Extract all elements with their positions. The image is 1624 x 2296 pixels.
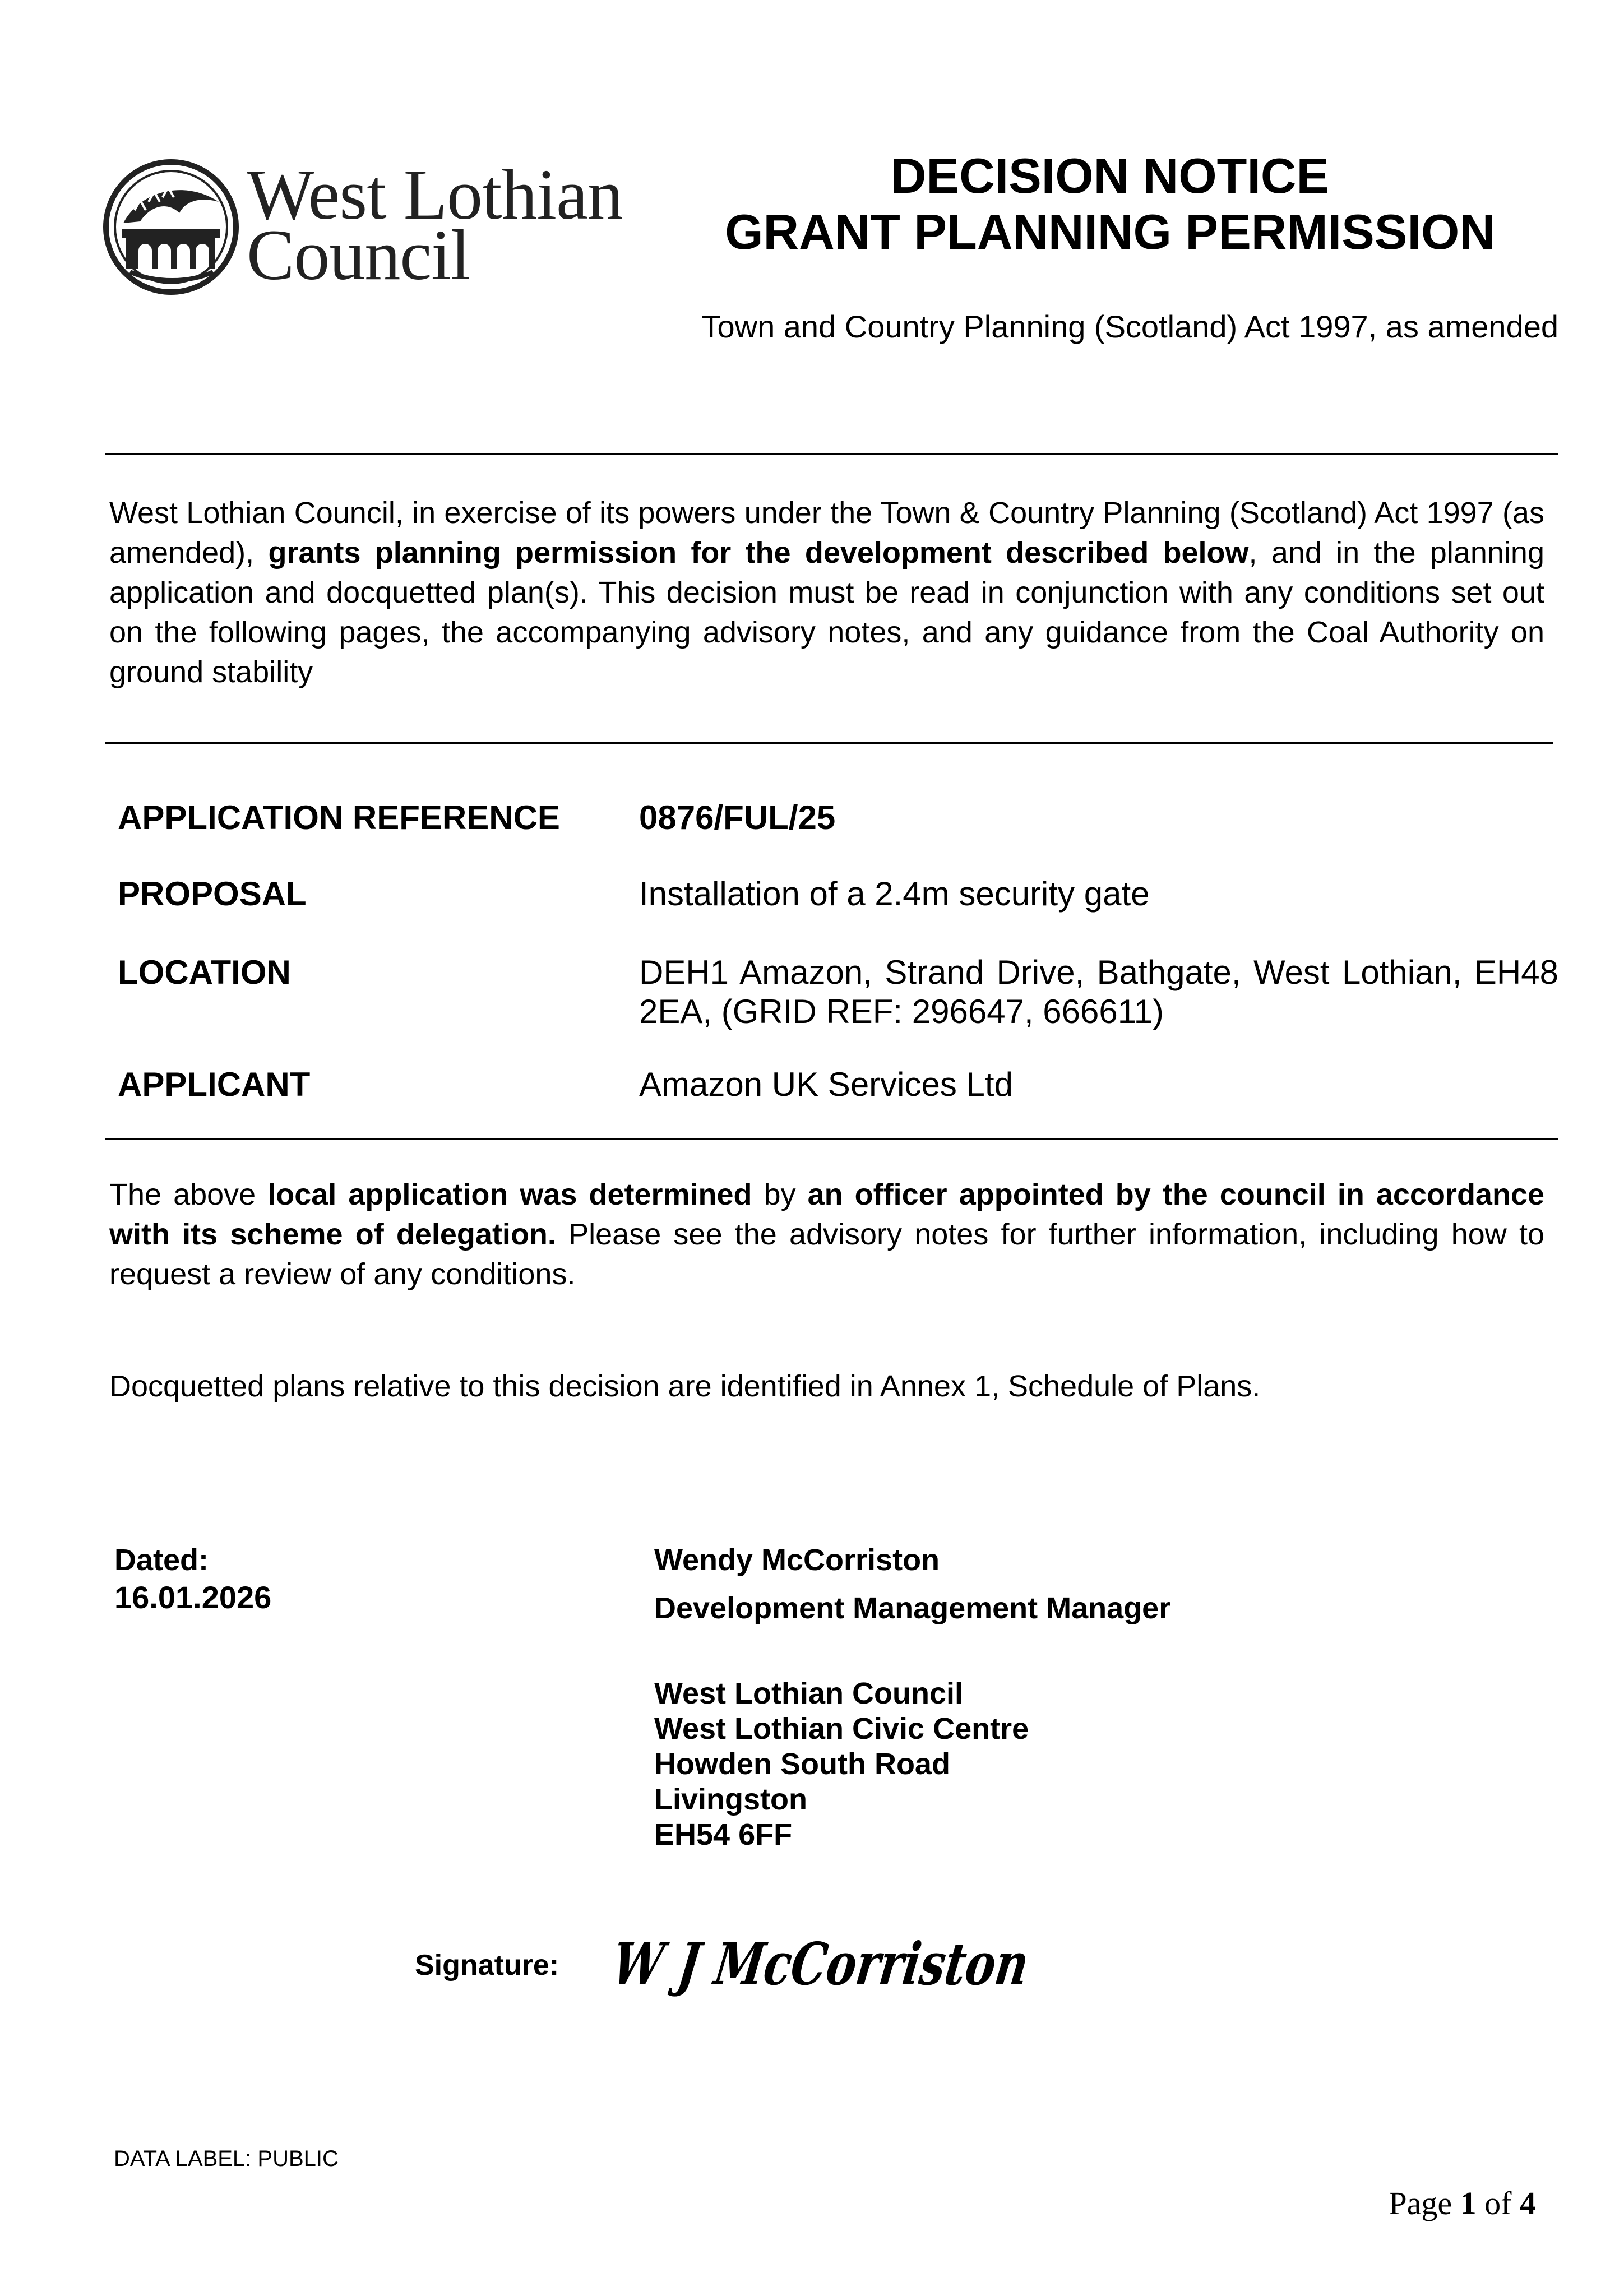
page-current: 1 — [1460, 2185, 1477, 2221]
logo-text-line1: West Lothian — [247, 155, 623, 234]
notice-title: DECISION NOTICE — [890, 148, 1330, 203]
page-number — [1289, 2185, 1536, 2222]
address-line: Livingston — [654, 1783, 807, 1816]
proposal-value: Installation of a 2.4m security gate — [639, 875, 1150, 913]
council-crest-icon — [101, 157, 241, 297]
divider — [105, 453, 1558, 455]
applicant-label: APPLICANT — [118, 1066, 311, 1103]
determination-text-1: The above — [109, 1178, 268, 1211]
address-line: Howden South Road — [654, 1747, 950, 1781]
applicant-value: Amazon UK Services Ltd — [639, 1066, 1013, 1103]
signatory-name: Wendy McCorriston — [654, 1543, 940, 1577]
notice-subtitle: GRANT PLANNING PERMISSION — [725, 204, 1495, 260]
determination-bold-1: local application was determined — [267, 1178, 752, 1211]
logo-text-line2: Council — [247, 215, 470, 295]
dated-label: Dated: — [114, 1543, 209, 1577]
page-of: of — [1476, 2185, 1520, 2221]
location-label: LOCATION — [118, 953, 291, 991]
signatory-title: Development Management Manager — [654, 1591, 1171, 1625]
intro-text-start: West Lothian Council, in exercise of its powers under the Town & Country Planning (Scotland) Act 1997 (as amended), — [109, 496, 1544, 570]
page-total: 4 — [1520, 2185, 1536, 2221]
signature-label: Signature: — [415, 1949, 559, 1982]
intro-text-end: , and in the planning application and docquetted plan(s). This decision must be read in conjunction with any conditions set out on the following pages, the accompanying advisory notes, and any guidance from the Coal Authority on ground stability — [109, 536, 1544, 689]
act-reference: Town and Country Planning (Scotland) Act 1997, as amended — [701, 309, 1558, 344]
location-value: DEH1 Amazon, Strand Drive, Bathgate, West Lothian, EH48 2EA, (GRID REF: 296647, 666611) — [639, 953, 1558, 1030]
divider — [105, 742, 1553, 744]
application-reference-label: APPLICATION REFERENCE — [118, 799, 560, 836]
svg-text:W J McCorriston: W J McCorriston — [608, 1929, 1162, 1998]
docquetted-plans-note: Docquetted plans relative to this decision are identified in Annex 1, Schedule of Plans. — [109, 1369, 1261, 1403]
address-line: West Lothian Council — [654, 1677, 963, 1710]
council-address — [654, 1676, 1029, 1853]
proposal-label: PROPOSAL — [118, 875, 307, 913]
intro-paragraph — [109, 493, 1544, 692]
application-reference-value: 0876/FUL/25 — [639, 799, 836, 836]
determination-text-2: by — [752, 1178, 808, 1211]
handwritten-signature — [608, 1920, 1162, 2015]
determination-bold-2: an officer appointed by the council in accordance with its scheme of delegation. — [109, 1178, 1545, 1251]
address-line: West Lothian Civic Centre — [654, 1712, 1029, 1746]
council-logo — [101, 155, 623, 303]
determination-paragraph — [109, 1175, 1544, 1294]
data-classification-label: DATA LABEL: PUBLIC — [114, 2146, 339, 2171]
address-line: EH54 6FF — [654, 1818, 793, 1851]
page-prefix: Page — [1389, 2185, 1460, 2221]
dated-value: 16.01.2026 — [114, 1580, 272, 1615]
determination-text-3: Please see the advisory notes for further information, including how to request a review of any conditions. — [109, 1218, 1544, 1291]
intro-text-bold: grants planning permission for the development described below — [268, 536, 1249, 570]
divider — [105, 1138, 1558, 1140]
